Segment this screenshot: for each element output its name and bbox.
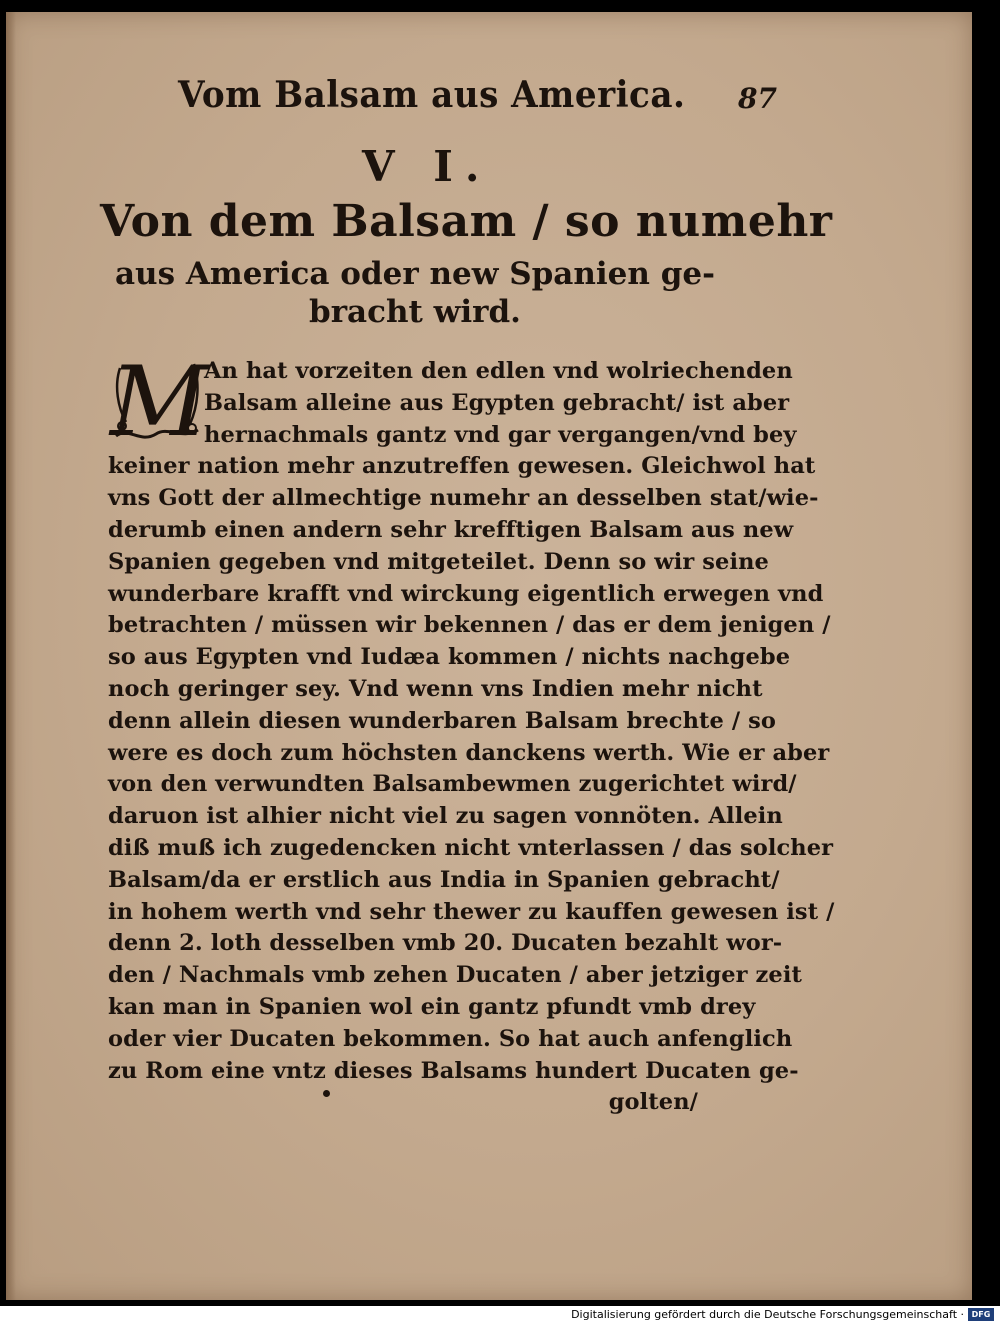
catchword-line: golten/ (608, 1089, 698, 1116)
text-line: in hohem werth vnd sehr thewer zu kauffen gewesen ist / (108, 898, 835, 925)
text-line: zu Rom eine vntz dieses Balsams hundert Ducaten ge- (108, 1057, 799, 1084)
page-number: 87 (738, 82, 777, 115)
funding-credit: Digitalisierung gefördert durch die Deutsche Forschungsgemeinschaft · (571, 1308, 964, 1321)
text-line: hernachmals gantz vnd gar vergangen/vnd bey (204, 421, 797, 448)
chapter-title-line: aus America oder new Spanien ge- (114, 256, 716, 292)
footer-bar (0, 1306, 1000, 1323)
text-line: Balsam/da er erstlich aus India in Spanien gebracht/ (108, 866, 780, 893)
chapter-number: V I. (362, 142, 492, 191)
text-line: von den verwundten Balsambewmen zugerichtet wird/ (108, 771, 797, 798)
text-line: were es doch zum höchsten danckens werth. Wie er aber (108, 739, 830, 766)
text-line: vns Gott der allmechtige numehr an desselben stat/wie- (108, 485, 819, 512)
text-line: derumb einen andern sehr krefftigen Balsam aus new (108, 516, 794, 543)
running-head: Vom Balsam aus America. (178, 74, 686, 116)
text-line: so aus Egypten vnd Iudæa kommen / nichts nachgebe (108, 644, 791, 671)
ink-blot (323, 1090, 330, 1097)
text-line: kan man in Spanien wol ein gantz pfundt vmb drey (108, 993, 756, 1020)
text-line: diß muß ich zugedencken nicht vnterlassen / das solcher (108, 834, 834, 861)
page-spine-shadow (6, 12, 16, 1300)
text-line: daruon ist alhier nicht viel zu sagen vonnöten. Allein (108, 803, 783, 830)
text-line: noch geringer sey. Vnd wenn vns Indien mehr nicht (108, 675, 763, 702)
chapter-title-line: Von dem Balsam / so numehr (100, 196, 833, 247)
text-line: denn allein diesen wunderbaren Balsam brechte / so (108, 707, 777, 734)
text-line: betrachten / müssen wir bekennen / das er dem jenigen / (108, 612, 831, 639)
chapter-title-line: bracht wird. (309, 294, 521, 330)
text-line: An hat vorzeiten den edlen vnd wolriechenden (204, 358, 793, 384)
drop-cap-letter: M (110, 346, 209, 458)
text-line: oder vier Ducaten bekommen. So hat auch anfenglich (108, 1025, 793, 1052)
body-text (108, 346, 835, 1119)
text-line: denn 2. loth desselben vmb 20. Ducaten bezahlt wor- (108, 930, 783, 957)
text-line: wunderbare krafft vnd wirckung eigentlich erwegen vnd (108, 580, 824, 607)
dfg-logo-icon: DFG (968, 1308, 994, 1321)
text-line: Spanien gegeben vnd mitgeteilet. Denn so wir seine (108, 548, 769, 575)
text-line: den / Nachmals vmb zehen Ducaten / aber jetziger zeit (108, 962, 802, 989)
text-line: keiner nation mehr anzutreffen gewesen. Gleichwol hat (108, 453, 816, 480)
text-line: Balsam alleine aus Egypten gebracht/ ist aber (204, 389, 790, 416)
